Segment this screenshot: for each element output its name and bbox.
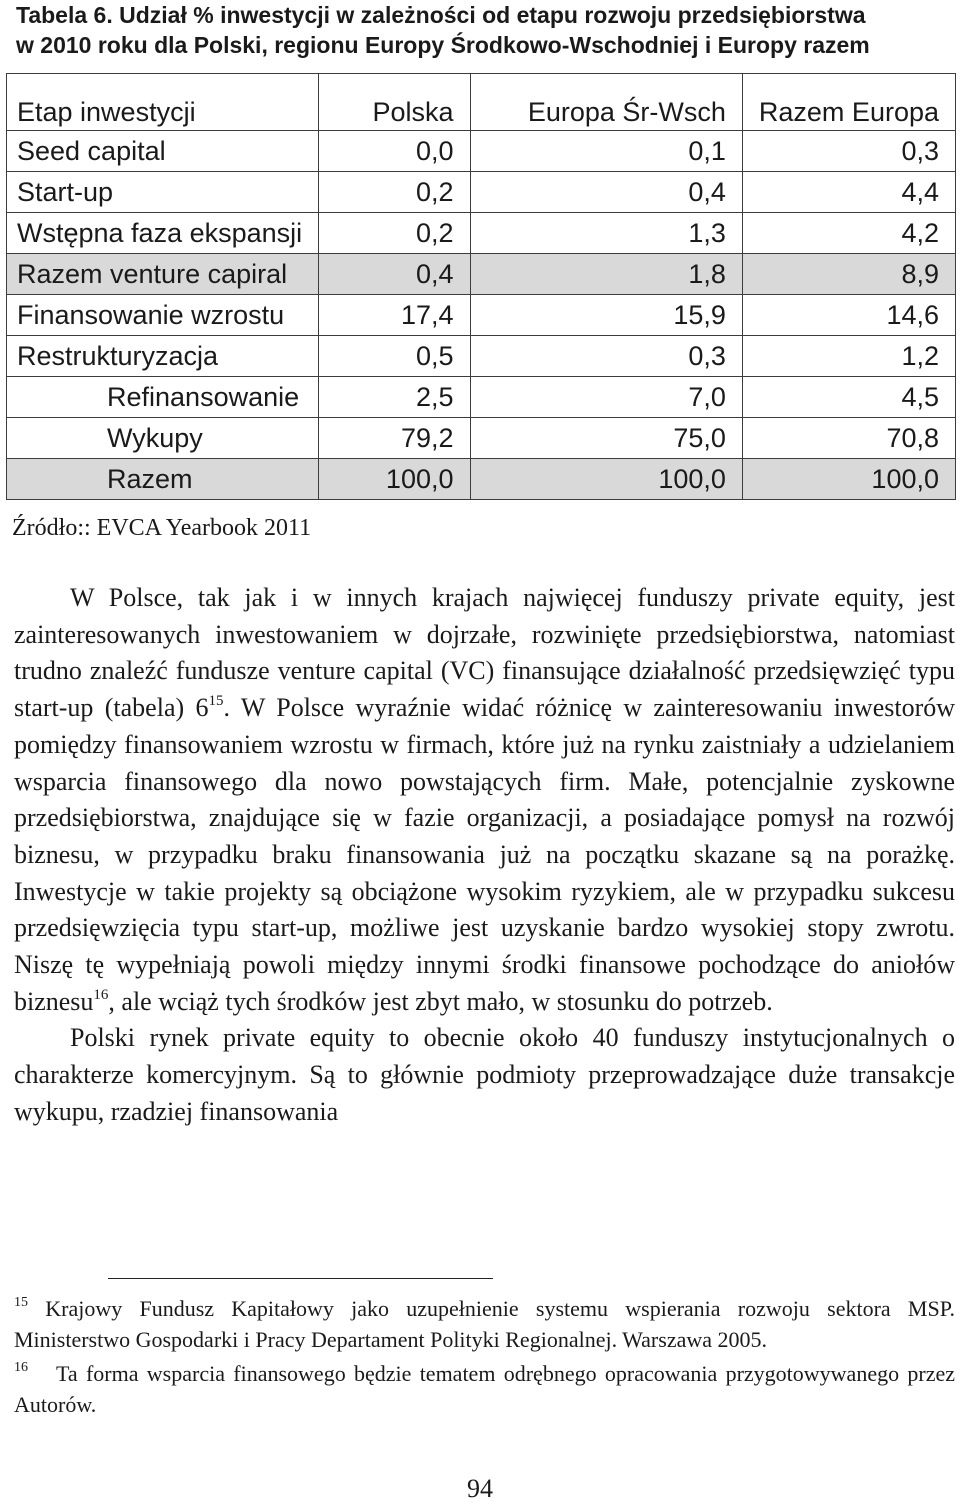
header-europa-sr-wsch: Europa Śr-Wsch (470, 74, 742, 131)
cell-polska: 17,4 (319, 295, 470, 336)
row-label: Refinansowanie (7, 377, 319, 418)
cell-europa-sr-wsch: 0,1 (470, 131, 742, 172)
cell-polska: 2,5 (319, 377, 470, 418)
table-row (7, 418, 956, 459)
footnote-text: Krajowy Fundusz Kapitałowy jako uzupełnienie systemu wspierania rozwoju sektora MSP. Ministerstwo Gospodarki i Pracy Departament Polityki Regionalnej. Warszawa 2005. (14, 1296, 956, 1352)
cell-europa-sr-wsch: 0,4 (470, 172, 742, 213)
footnote-16 (14, 1358, 955, 1420)
table-caption (16, 0, 956, 60)
row-label: Wykupy (7, 418, 319, 459)
table-row (7, 295, 956, 336)
cell-razem-europa: 100,0 (742, 459, 955, 500)
page-number: 94 (467, 1474, 493, 1503)
header-polska: Polska (319, 74, 470, 131)
footnote-15 (14, 1293, 955, 1355)
row-label: Razem (7, 459, 319, 500)
table-header-row (7, 74, 956, 131)
cell-razem-europa: 14,6 (742, 295, 955, 336)
cell-razem-europa: 0,3 (742, 131, 955, 172)
cell-razem-europa: 4,2 (742, 213, 955, 254)
cell-polska: 0,2 (319, 172, 470, 213)
paragraph-1-part-a: W Polsce, tak jak i w innych krajach najwięcej funduszy private equity, jest zainteresowanych inwestowaniem w dojrzałe, rozwinięte przedsiębiorstwa, natomiast trudno znaleźć fundusze venture capital (VC) finansujące działalność przedsięwzięć typu start-up (tabela) 6 (14, 583, 955, 723)
row-label: Finansowanie wzrostu (7, 295, 319, 336)
cell-polska: 0,2 (319, 213, 470, 254)
row-label: Seed capital (7, 131, 319, 172)
row-label: Wstępna faza ekspansji (7, 213, 319, 254)
paragraph-1-part-c: , ale wciąż tych środków jest zbyt mało, w stosunku do potrzeb. (108, 986, 773, 1016)
cell-europa-sr-wsch: 7,0 (470, 377, 742, 418)
investment-stage-table (6, 73, 956, 500)
table-row-total (7, 459, 956, 500)
footnote-text: Ta forma wsparcia finansowego będzie tematem odrębnego opracowania przygotowywanego przez Autorów. (14, 1361, 955, 1417)
table-row (7, 131, 956, 172)
cell-europa-sr-wsch: 15,9 (470, 295, 742, 336)
table-row (7, 213, 956, 254)
cell-europa-sr-wsch: 100,0 (470, 459, 742, 500)
paragraph-1-part-b: . W Polsce wyraźnie widać różnicę w zainteresowaniu inwestorów pomiędzy finansowaniem wzrostu w firmach, które już na rynku zaistniały a udzielaniem wsparcia finansowego dla nowo powstających firm. Małe, potencjalnie zyskowne przedsiębiorstwa, znajdujące się w fazie organizacji, a posiadające pomysł na rozwój biznesu, w przypadku braku finansowania już na początku skazane są na porażkę. Inwestycje w takie projekty są obciążone wysokim ryzykiem, ale w przypadku sukcesu przedsięwzięcia typu start-up, możliwe jest uzyskanie bardzo wysokiej stopy zwrotu. Niszę tę wypełniają powoli między innymi środki finansowe pochodzące do aniołów biznesu (14, 693, 956, 1016)
cell-razem-europa: 70,8 (742, 418, 955, 459)
footnote-divider (108, 1278, 493, 1279)
cell-razem-europa: 8,9 (742, 254, 955, 295)
cell-europa-sr-wsch: 75,0 (470, 418, 742, 459)
table-source: Źródło:: EVCA Yearbook 2011 (12, 515, 312, 541)
paragraph-2: Polski rynek private equity to obecnie około 40 funduszy instytucjonalnych o charakterze komercyjnym. Są to głównie podmioty przeprowadzające duże transakcje wykupu, rzadziej finansowania (14, 1023, 955, 1126)
table-row (7, 336, 956, 377)
cell-razem-europa: 4,5 (742, 377, 955, 418)
footnote-number: 15 (14, 1295, 28, 1310)
footnote-ref-15[interactable]: 15 (208, 693, 224, 710)
table-row (7, 172, 956, 213)
row-label: Start-up (7, 172, 319, 213)
row-label: Restrukturyzacja (7, 336, 319, 377)
cell-polska: 0,4 (319, 254, 470, 295)
cell-europa-sr-wsch: 1,8 (470, 254, 742, 295)
cell-polska: 79,2 (319, 418, 470, 459)
footnote-number: 16 (14, 1360, 28, 1375)
row-label: Razem venture capiral (7, 254, 319, 295)
table-row (7, 377, 956, 418)
header-razem-europa: Razem Europa (742, 74, 955, 131)
body-text (14, 580, 955, 1131)
cell-polska: 0,5 (319, 336, 470, 377)
footnote-ref-16[interactable]: 16 (93, 986, 109, 1003)
cell-polska: 100,0 (319, 459, 470, 500)
table-caption-line-1: Tabela 6. Udział % inwestycji w zależności od etapu rozwoju przedsiębiorstwa (16, 2, 866, 28)
cell-europa-sr-wsch: 1,3 (470, 213, 742, 254)
footnotes (14, 1293, 955, 1420)
header-stage: Etap inwestycji (7, 74, 319, 131)
cell-polska: 0,0 (319, 131, 470, 172)
table-caption-line-2: w 2010 roku dla Polski, regionu Europy Środkowo-Wschodniej i Europy razem (16, 32, 870, 58)
cell-europa-sr-wsch: 0,3 (470, 336, 742, 377)
cell-razem-europa: 1,2 (742, 336, 955, 377)
cell-razem-europa: 4,4 (742, 172, 955, 213)
paragraph-1 (14, 580, 955, 1020)
table-row-subtotal (7, 254, 956, 295)
